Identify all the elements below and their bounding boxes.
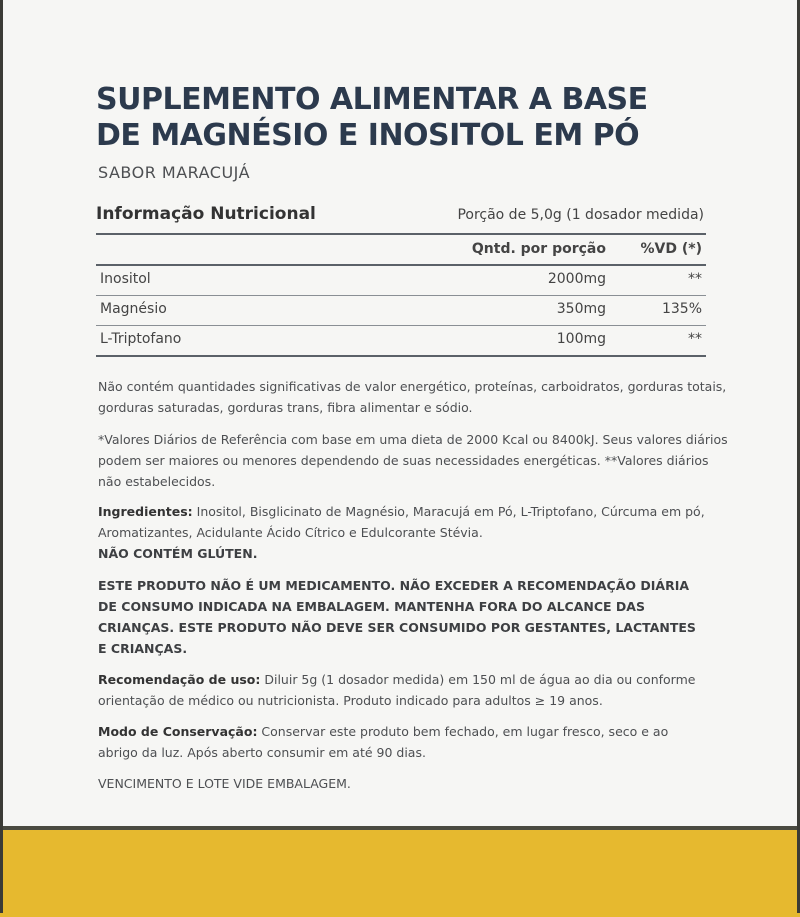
daily-values-note: *Valores Diários de Referência com base em uma dieta de 2000 Kcal ou 8400kJ. Seus valores diários podem ser maiores ou menores dependendo de suas necessidades energéticas. **Valores diários não estabelecidos.	[98, 432, 728, 489]
expiry-note: VENCIMENTO E LOTE VIDE EMBALAGEM.	[98, 776, 351, 791]
table-header-row	[96, 236, 706, 266]
ingredients-text: Inositol, Bisglicinato de Magnésio, Maracujá em Pó, L-Triptofano, Cúrcuma em pó, Aromatizantes, Acidulante Ácido Cítrico e Edulcorante Stévia.	[98, 504, 705, 540]
nutrient-vd: 135%	[661, 301, 702, 317]
ingredients-label: Ingredientes:	[98, 504, 193, 519]
usage-text: Diluir 5g (1 dosador medida) em 150 ml de água ao dia ou conforme orientação de médico ou nutricionista. Produto indicado para adultos ≥ 19 anos.	[98, 672, 696, 708]
warning-statement: ESTE PRODUTO NÃO É UM MEDICAMENTO. NÃO EXCEDER A RECOMENDAÇÃO DIÁRIA DE CONSUMO INDICADA NA EMBALAGEM. MANTENHA FORA DO ALCANCE DAS CRIANÇAS. ESTE PRODUTO NÃO DEVE SER CONSUMIDO POR GESTANTES, LACTANTES E CRIANÇAS.	[98, 578, 696, 656]
title-line-2: DE MAGNÉSIO E INOSITOL EM PÓ	[96, 118, 640, 153]
column-qty-header: Qntd. por porção	[471, 241, 606, 257]
yellow-footer-band	[0, 826, 800, 917]
product-title	[96, 82, 716, 154]
storage-text: Conservar este produto bem fechado, em lugar fresco, seco e ao abrigo da luz. Após aberto consumir em até 90 dias.	[98, 724, 669, 760]
table-rule-top	[96, 233, 706, 235]
column-vd-header: %VD (*)	[640, 241, 702, 257]
storage-section	[98, 721, 708, 763]
table-row	[96, 296, 706, 326]
table-row	[96, 266, 706, 296]
nutrient-name: Inositol	[100, 271, 151, 287]
portion-size: Porção de 5,0g (1 dosador medida)	[457, 207, 704, 223]
nutrition-heading: Informação Nutricional	[96, 204, 316, 224]
table-rule-bottom	[96, 355, 706, 357]
nutrient-name: Magnésio	[100, 301, 167, 317]
flavor-label: SABOR MARACUJÁ	[98, 163, 251, 182]
title-line-1: SUPLEMENTO ALIMENTAR A BASE	[96, 82, 648, 117]
nutrient-qty: 350mg	[556, 301, 606, 317]
no-significant-quantities-note: Não contém quantidades significativas de valor energético, proteínas, carboidratos, gorduras totais, gorduras saturadas, gorduras trans, fibra alimentar e sódio.	[98, 379, 727, 415]
storage-label: Modo de Conservação:	[98, 724, 258, 739]
table-row	[96, 326, 706, 356]
usage-label: Recomendação de uso:	[98, 672, 261, 687]
gluten-statement: NÃO CONTÉM GLÚTEN.	[98, 546, 258, 561]
nutrient-vd: **	[688, 331, 702, 347]
nutrient-vd: **	[688, 271, 702, 287]
ingredients-section	[98, 501, 728, 543]
nutrient-qty: 100mg	[556, 331, 606, 347]
nutrient-name: L-Triptofano	[100, 331, 182, 347]
usage-section	[98, 669, 728, 711]
nutrient-qty: 2000mg	[547, 271, 606, 287]
